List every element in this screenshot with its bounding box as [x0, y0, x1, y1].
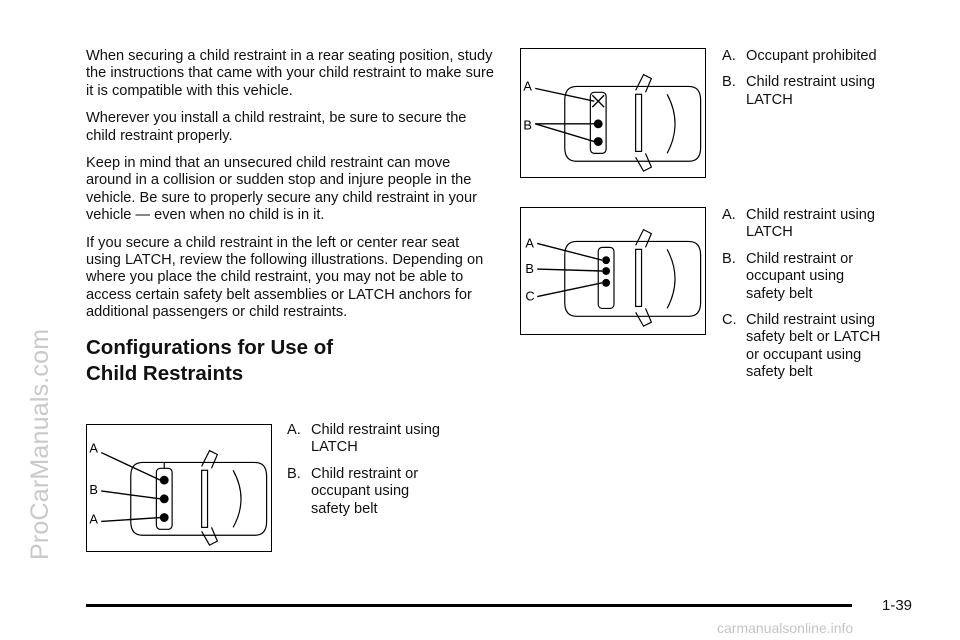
- legend-letter: A.: [722, 207, 736, 223]
- legend-item: [722, 312, 886, 382]
- vehicle-diagram-1: [87, 425, 271, 551]
- figure-config-1: [86, 424, 272, 552]
- fig1-label-bottom: A: [89, 511, 98, 527]
- paragraph-latch-illustrations: If you secure a child restraint in the left or center rear seat using LATCH, review the following illustrations. Depending on where you place the child restraint, you may not be able to access certain safety belt assemblies or LATCH anchors for additional passengers or child restraints.: [86, 234, 484, 321]
- vehicle-diagram-2: [521, 49, 705, 177]
- figure-config-2: [520, 48, 706, 178]
- paragraph-compatibility: When securing a child restraint in a rear seating position, study the instructions that came with your child restraint to make sure it is compatible with this vehicle.: [86, 48, 494, 99]
- legend-letter: B.: [287, 465, 301, 482]
- fig3-label-top: A: [525, 235, 534, 251]
- legend-letter: C.: [722, 312, 737, 329]
- vehicle-diagram-3: [521, 208, 705, 334]
- fig3-label-middle: B: [525, 260, 534, 276]
- legend-item: [722, 207, 886, 242]
- figure-1-legend: [287, 422, 451, 527]
- figure-2-legend: [722, 48, 886, 118]
- footer-rule: [86, 604, 852, 607]
- fig1-label-top: A: [89, 440, 98, 456]
- page-number: 1-39: [882, 597, 913, 614]
- legend-text: Child restraint using LATCH: [311, 422, 440, 456]
- legend-text: Child restraint using LATCH: [746, 74, 875, 108]
- legend-item: [287, 466, 451, 518]
- figure-config-3: [520, 207, 706, 335]
- legend-text: Child restraint or occupant using safety belt: [746, 250, 854, 302]
- legend-text: Child restraint or occupant using safety belt: [311, 465, 419, 517]
- legend-item: [287, 422, 451, 457]
- section-heading-line1: Configurations for Use of: [86, 335, 334, 359]
- paragraph-secure-properly: Wherever you install a child restraint, be sure to secure the child restraint properly.: [86, 110, 467, 144]
- paragraph-unsecured-warning: Keep in mind that an unsecured child restraint can move around in a collision or sudden stop and injure people in the vehicle. Be sure to properly secure any child restraint in your vehicle — even when no child is in it.: [86, 155, 477, 224]
- left-column: [86, 48, 494, 387]
- legend-item: [722, 48, 886, 65]
- legend-letter: B.: [722, 250, 736, 267]
- section-heading-line2: Child Restraints: [86, 361, 244, 385]
- legend-letter: A.: [722, 48, 736, 64]
- legend-text: Child restraint using LATCH: [746, 207, 875, 241]
- side-watermark-text: ProCarManuals.com: [26, 328, 54, 560]
- figure-3-legend: [722, 207, 886, 391]
- footer-watermark: carmanualsonline.info: [717, 620, 854, 636]
- legend-item: [722, 74, 886, 109]
- legend-item: [722, 251, 886, 303]
- section-heading: [86, 335, 494, 387]
- legend-letter: A.: [287, 422, 301, 438]
- fig1-label-middle: B: [89, 481, 98, 497]
- legend-letter: B.: [722, 74, 736, 91]
- legend-text: Occupant prohibited: [746, 48, 877, 64]
- fig3-label-bottom: C: [525, 288, 535, 304]
- legend-text: Child restraint using safety belt or LATCH or occupant using safety belt: [746, 312, 881, 381]
- fig2-label-top: A: [523, 78, 532, 94]
- fig2-label-bottom: B: [523, 117, 532, 133]
